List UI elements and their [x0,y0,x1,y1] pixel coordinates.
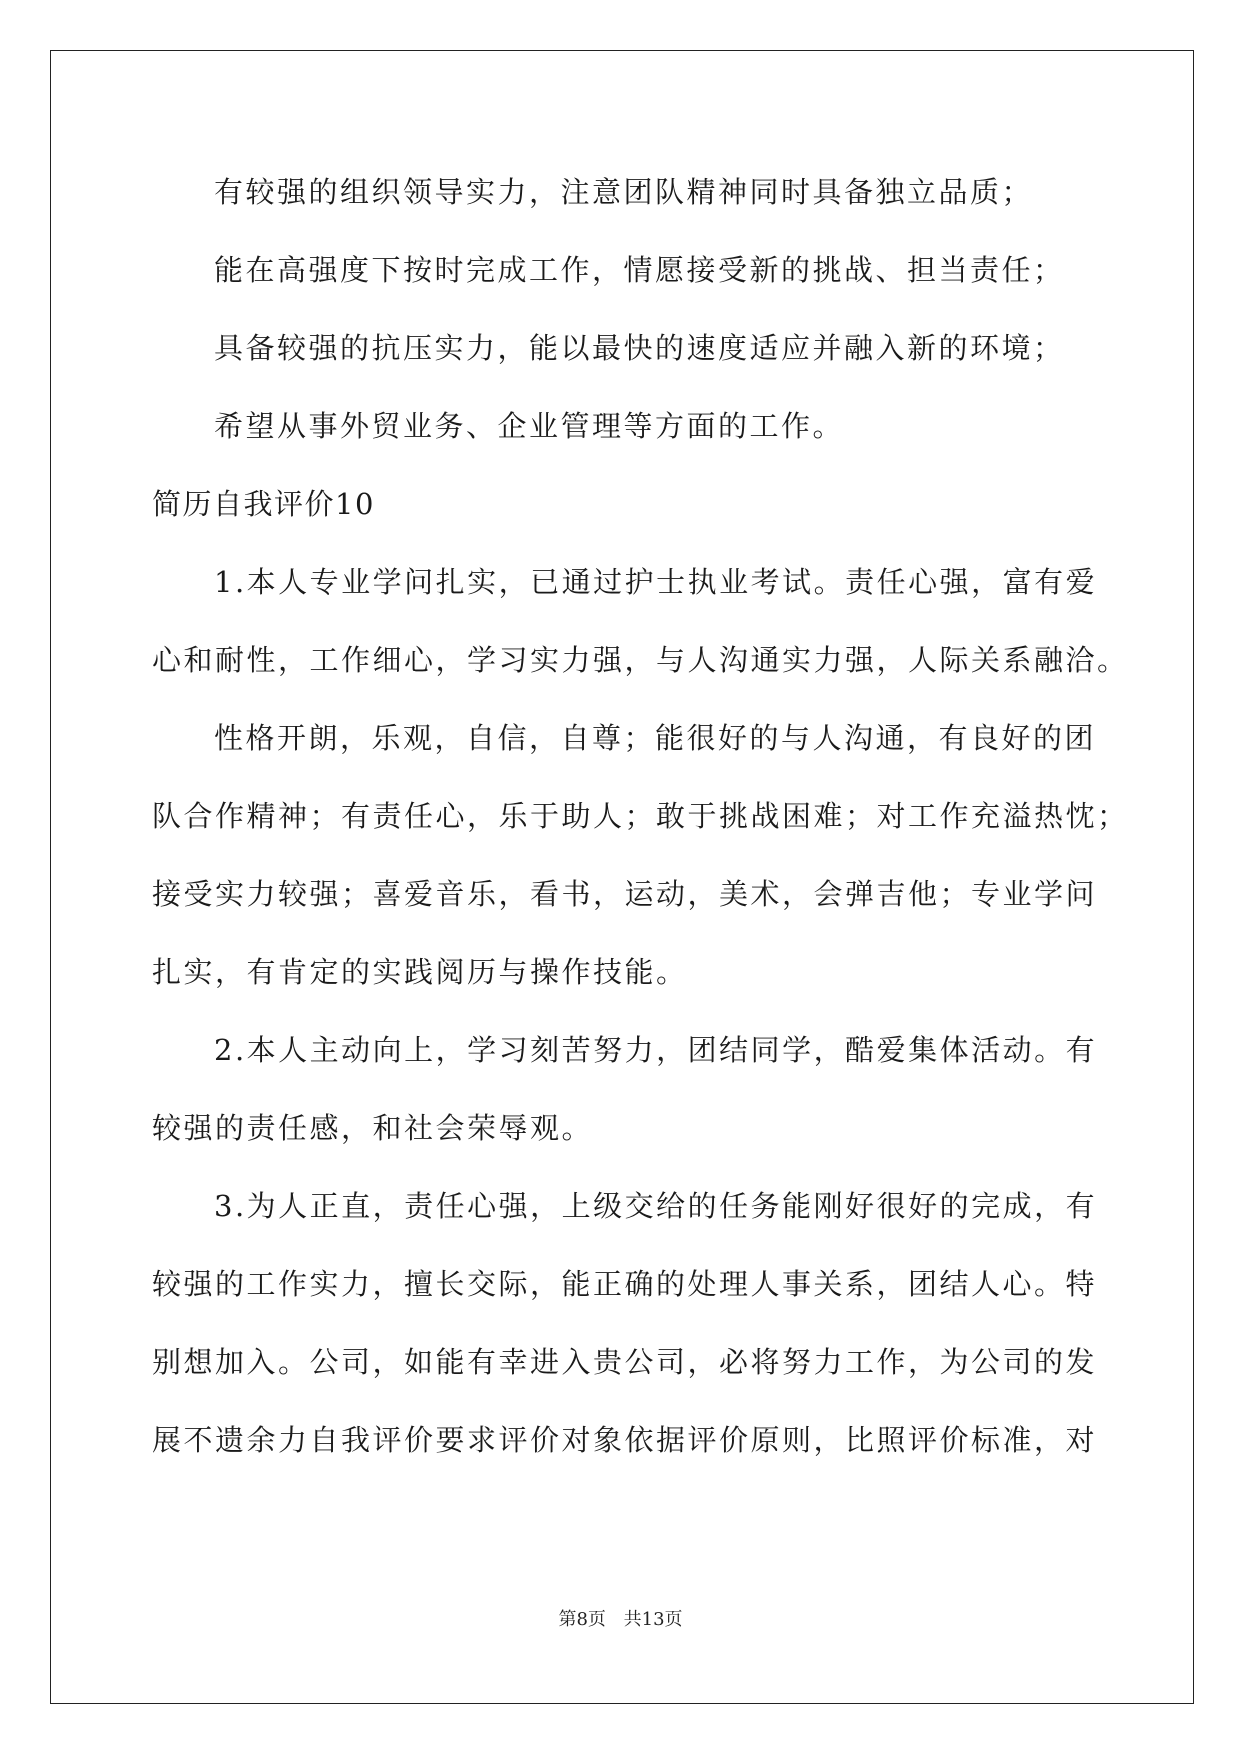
text-line-12: 2.本人主动向上，学习刻苦努力，团结同学，酷爱集体活动。有 [214,1033,1098,1067]
text-line-7: 心和耐性，工作细心，学习实力强，与人沟通实力强，人际关系融洽。 [152,643,1129,677]
text-line-16: 别想加入。公司，如能有幸进入贵公司，必将努力工作，为公司的发 [152,1345,1098,1379]
text-line-3: 具备较强的抗压实力，能以最快的速度适应并融入新的环境； [214,331,1065,365]
text-line-4: 希望从事外贸业务、企业管理等方面的工作。 [214,409,845,443]
text-line-8: 性格开朗，乐观，自信，自尊；能很好的与人沟通，有良好的团 [214,721,1097,755]
text-line-6: 1.本人专业学问扎实，已通过护士执业考试。责任心强，富有爱 [214,565,1098,599]
text-line-2: 能在高强度下按时完成工作，情愿接受新的挑战、担当责任； [214,253,1065,287]
page-footer [0,1608,1241,1632]
page-number: 第8页 [558,1609,606,1630]
text-line-1: 有较强的组织领导实力，注意团队精神同时具备独立品质； [214,175,1034,209]
text-line-9: 队合作精神；有责任心，乐于助人；敢于挑战困难；对工作充溢热忱； [152,799,1129,833]
text-line-11: 扎实，有肯定的实践阅历与操作技能。 [152,955,688,989]
text-line-14: 3.为人正直，责任心强，上级交给的任务能刚好很好的完成，有 [214,1189,1098,1223]
text-line-17: 展不遗余力自我评价要求评价对象依据评价原则，比照评价标准，对 [152,1423,1098,1457]
text-line-15: 较强的工作实力，擅长交际，能正确的处理人事关系，团结人心。特 [152,1267,1098,1301]
page-total: 共13页 [623,1609,683,1630]
text-line-10: 接受实力较强；喜爱音乐，看书，运动，美术，会弹吉他；专业学问 [152,877,1098,911]
section-heading: 简历自我评价10 [152,487,375,521]
text-line-13: 较强的责任感，和社会荣辱观。 [152,1111,594,1145]
